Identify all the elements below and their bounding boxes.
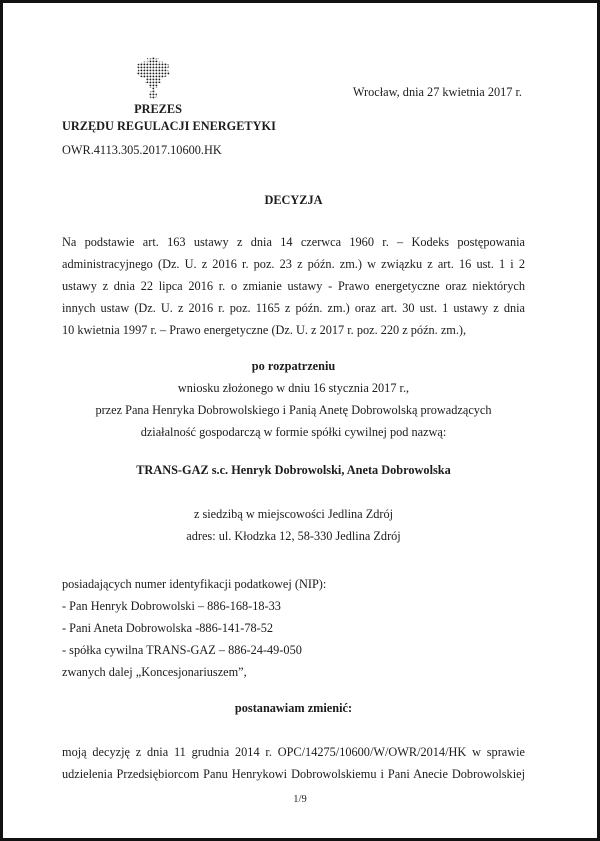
legal-basis-paragraph <box>62 231 525 341</box>
issuer-title-prezes: PREZES <box>134 102 182 116</box>
legal-basis-line: ustawy z dnia 22 lipca 2016 r. o zmianie ustawy - Prawo energetyczne oraz niektórych <box>62 279 525 293</box>
legal-basis-line: 10 kwietnia 1997 r. – Prawo energetyczne (Dz. U. z 2017 r. poz. 220 z późn. zm.), <box>62 323 467 337</box>
application-line: przez Pana Henryka Dobrowolskiego i Panią Anetę Dobrowolską prowadzących <box>95 403 492 417</box>
application-line: działalność gospodarczą w formie spółki cywilnej pod nazwą: <box>140 425 447 439</box>
issuer-title-office: URZĘDU REGULACJI ENERGETYKI <box>62 119 276 133</box>
company-address: adres: ul. Kłodzka 12, 58-330 Jedlina Zdrój <box>186 529 401 543</box>
polish-eagle-emblem-icon <box>134 57 172 99</box>
legal-basis-line: administracyjnego (Dz. U. z 2016 r. poz. 23 z późn. zm.) w związku z art. 16 ust. 1 i 2 <box>62 257 525 271</box>
application-line: wniosku złożonego w dniu 16 stycznia 2017 r., <box>177 381 410 395</box>
closing-line: udzielenia Przedsiębiorcom Panu Henrykowi Dobrowolskiemu i Pani Anecie Dobrowolskiej <box>62 767 525 781</box>
nip-item: - spółka cywilna TRANS-GAZ – 886-24-49-050 <box>62 643 302 657</box>
alias-line: zwanych dalej „Koncesjonariuszem”, <box>62 665 247 679</box>
closing-paragraph <box>62 741 525 785</box>
legal-basis-line: innych ustaw (Dz. U. z 2016 r. poz. 1165 z późn. zm.) oraz art. 30 ust. 1 ustawy z dnia <box>62 301 525 315</box>
case-reference-number: OWR.4113.305.2017.10600.HK <box>62 143 222 157</box>
nip-item: - Pani Aneta Dobrowolska -886-141-78-52 <box>62 621 274 635</box>
nip-intro: posiadających numer identyfikacji podatkowej (NIP): <box>62 577 327 591</box>
decision-title: DECYZJA <box>264 193 323 207</box>
legal-basis-line: Na podstawie art. 163 ustawy z dnia 14 czerwca 1960 r. – Kodeks postępowania <box>62 235 525 249</box>
after-review-heading: po rozpatrzeniu <box>251 359 336 373</box>
document-body <box>62 189 525 785</box>
company-name: TRANS-GAZ s.c. Henryk Dobrowolski, Aneta Dobrowolska <box>136 463 451 477</box>
page-number: 1/9 <box>293 794 307 805</box>
operative-heading: postanawiam zmienić: <box>234 701 353 715</box>
company-seat: z siedzibą w miejscowości Jedlina Zdrój <box>193 507 394 521</box>
city-and-date: Wrocław, dnia 27 kwietnia 2017 r. <box>352 85 522 99</box>
closing-line: moją decyzję z dnia 11 grudnia 2014 r. OPC/14275/10600/W/OWR/2014/HK w sprawie <box>62 745 525 759</box>
nip-item: - Pan Henryk Dobrowolski – 886-168-18-33 <box>62 599 281 613</box>
